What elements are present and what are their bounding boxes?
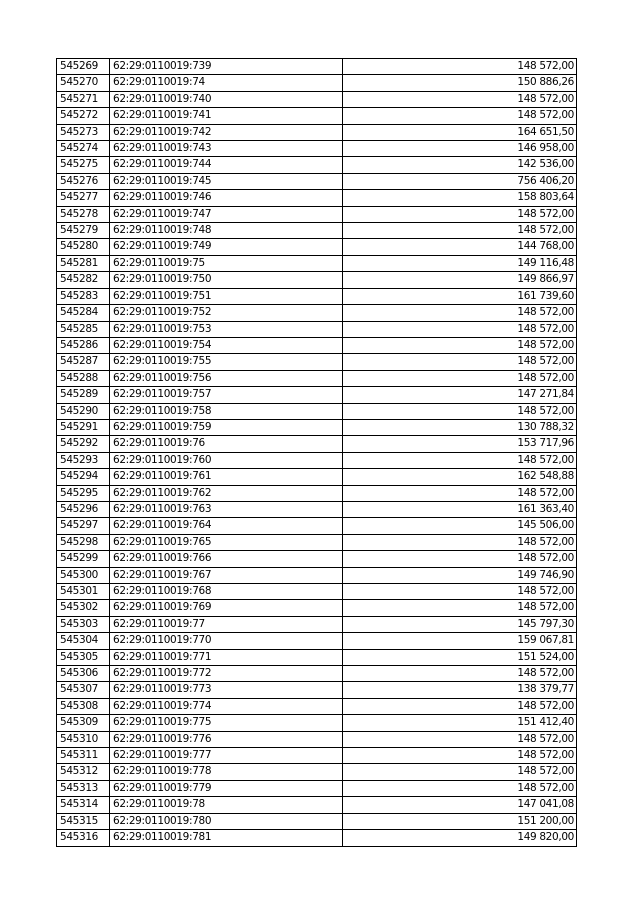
cadastral-number-cell: 62:29:0110019:750 (110, 272, 343, 288)
cadastral-value-cell: 164 651,50 (343, 124, 577, 140)
row-number-cell: 545288 (57, 370, 110, 386)
table-row (57, 534, 577, 550)
cadastral-value-cell: 151 412,40 (343, 715, 577, 731)
cadastral-number-cell: 62:29:0110019:740 (110, 91, 343, 107)
cadastral-value-cell: 138 379,77 (343, 682, 577, 698)
cadastral-value-cell: 149 866,97 (343, 272, 577, 288)
cadastral-number-cell: 62:29:0110019:741 (110, 108, 343, 124)
row-number-cell: 545312 (57, 764, 110, 780)
table-row (57, 206, 577, 222)
cadastral-value-cell: 161 363,40 (343, 501, 577, 517)
table-row (57, 780, 577, 796)
cadastral-value-cell: 148 572,00 (343, 748, 577, 764)
row-number-cell: 545271 (57, 91, 110, 107)
row-number-cell: 545279 (57, 223, 110, 239)
cadastral-number-cell: 62:29:0110019:749 (110, 239, 343, 255)
cadastral-number-cell: 62:29:0110019:751 (110, 288, 343, 304)
table-row (57, 272, 577, 288)
table-row (57, 387, 577, 403)
row-number-cell: 545297 (57, 518, 110, 534)
cadastral-value-cell: 147 041,08 (343, 797, 577, 813)
table-row (57, 567, 577, 583)
table-row (57, 370, 577, 386)
cadastral-number-cell: 62:29:0110019:769 (110, 600, 343, 616)
row-number-cell: 545275 (57, 157, 110, 173)
cadastral-value-cell: 148 572,00 (343, 108, 577, 124)
cadastral-number-cell: 62:29:0110019:747 (110, 206, 343, 222)
row-number-cell: 545298 (57, 534, 110, 550)
table-row (57, 731, 577, 747)
cadastral-value-table (56, 58, 577, 847)
table-row (57, 75, 577, 91)
row-number-cell: 545283 (57, 288, 110, 304)
table-row (57, 469, 577, 485)
cadastral-value-cell: 148 572,00 (343, 485, 577, 501)
cadastral-value-cell: 148 572,00 (343, 584, 577, 600)
cadastral-number-cell: 62:29:0110019:775 (110, 715, 343, 731)
row-number-cell: 545311 (57, 748, 110, 764)
cadastral-number-cell: 62:29:0110019:739 (110, 59, 343, 75)
cadastral-value-cell: 148 572,00 (343, 764, 577, 780)
cadastral-number-cell: 62:29:0110019:744 (110, 157, 343, 173)
row-number-cell: 545309 (57, 715, 110, 731)
cadastral-number-cell: 62:29:0110019:780 (110, 813, 343, 829)
row-number-cell: 545280 (57, 239, 110, 255)
table-row (57, 157, 577, 173)
table-row (57, 830, 577, 846)
cadastral-number-cell: 62:29:0110019:77 (110, 616, 343, 632)
cadastral-number-cell: 62:29:0110019:759 (110, 419, 343, 435)
cadastral-number-cell: 62:29:0110019:742 (110, 124, 343, 140)
row-number-cell: 545301 (57, 584, 110, 600)
cadastral-value-cell: 148 572,00 (343, 534, 577, 550)
cadastral-value-cell: 148 572,00 (343, 698, 577, 714)
cadastral-value-cell: 148 572,00 (343, 551, 577, 567)
cadastral-value-cell: 149 116,48 (343, 255, 577, 271)
cadastral-number-cell: 62:29:0110019:758 (110, 403, 343, 419)
cadastral-value-cell: 149 746,90 (343, 567, 577, 583)
cadastral-value-cell: 148 572,00 (343, 223, 577, 239)
row-number-cell: 545293 (57, 452, 110, 468)
cadastral-value-cell: 149 820,00 (343, 830, 577, 846)
table-row (57, 551, 577, 567)
cadastral-number-cell: 62:29:0110019:74 (110, 75, 343, 91)
row-number-cell: 545286 (57, 337, 110, 353)
cadastral-value-cell: 148 572,00 (343, 321, 577, 337)
cadastral-value-cell: 151 200,00 (343, 813, 577, 829)
table-row (57, 288, 577, 304)
cadastral-value-cell: 148 572,00 (343, 403, 577, 419)
row-number-cell: 545296 (57, 501, 110, 517)
cadastral-number-cell: 62:29:0110019:765 (110, 534, 343, 550)
cadastral-value-cell: 145 797,30 (343, 616, 577, 632)
table-row (57, 682, 577, 698)
table-row (57, 436, 577, 452)
table-row (57, 91, 577, 107)
cadastral-number-cell: 62:29:0110019:757 (110, 387, 343, 403)
cadastral-number-cell: 62:29:0110019:754 (110, 337, 343, 353)
row-number-cell: 545277 (57, 190, 110, 206)
cadastral-value-cell: 756 406,20 (343, 173, 577, 189)
row-number-cell: 545294 (57, 469, 110, 485)
table-row (57, 748, 577, 764)
cadastral-value-cell: 153 717,96 (343, 436, 577, 452)
cadastral-number-cell: 62:29:0110019:772 (110, 666, 343, 682)
cadastral-number-cell: 62:29:0110019:776 (110, 731, 343, 747)
cadastral-number-cell: 62:29:0110019:763 (110, 501, 343, 517)
cadastral-number-cell: 62:29:0110019:766 (110, 551, 343, 567)
cadastral-value-cell: 148 572,00 (343, 452, 577, 468)
table-row (57, 173, 577, 189)
row-number-cell: 545270 (57, 75, 110, 91)
cadastral-value-cell: 150 886,26 (343, 75, 577, 91)
table-row (57, 124, 577, 140)
table-row (57, 698, 577, 714)
cadastral-number-cell: 62:29:0110019:752 (110, 305, 343, 321)
cadastral-number-cell: 62:29:0110019:745 (110, 173, 343, 189)
table-row (57, 797, 577, 813)
table-row (57, 337, 577, 353)
cadastral-value-cell: 148 572,00 (343, 59, 577, 75)
table-row (57, 452, 577, 468)
row-number-cell: 545302 (57, 600, 110, 616)
table-row (57, 649, 577, 665)
table-row (57, 403, 577, 419)
table-row (57, 419, 577, 435)
cadastral-number-cell: 62:29:0110019:781 (110, 830, 343, 846)
row-number-cell: 545291 (57, 419, 110, 435)
table-row (57, 321, 577, 337)
row-number-cell: 545287 (57, 354, 110, 370)
cadastral-value-cell: 148 572,00 (343, 305, 577, 321)
row-number-cell: 545284 (57, 305, 110, 321)
cadastral-number-cell: 62:29:0110019:760 (110, 452, 343, 468)
table-row (57, 715, 577, 731)
cadastral-number-cell: 62:29:0110019:746 (110, 190, 343, 206)
row-number-cell: 545305 (57, 649, 110, 665)
cadastral-value-cell: 161 739,60 (343, 288, 577, 304)
cadastral-number-cell: 62:29:0110019:761 (110, 469, 343, 485)
cadastral-value-cell: 148 572,00 (343, 370, 577, 386)
cadastral-value-cell: 145 506,00 (343, 518, 577, 534)
cadastral-number-cell: 62:29:0110019:779 (110, 780, 343, 796)
cadastral-value-cell: 151 524,00 (343, 649, 577, 665)
table-row (57, 600, 577, 616)
cadastral-number-cell: 62:29:0110019:748 (110, 223, 343, 239)
row-number-cell: 545295 (57, 485, 110, 501)
cadastral-number-cell: 62:29:0110019:78 (110, 797, 343, 813)
cadastral-value-cell: 148 572,00 (343, 91, 577, 107)
cadastral-value-cell: 146 958,00 (343, 141, 577, 157)
cadastral-number-cell: 62:29:0110019:774 (110, 698, 343, 714)
cadastral-value-cell: 130 788,32 (343, 419, 577, 435)
table-row (57, 305, 577, 321)
row-number-cell: 545292 (57, 436, 110, 452)
row-number-cell: 545314 (57, 797, 110, 813)
row-number-cell: 545274 (57, 141, 110, 157)
cadastral-value-cell: 148 572,00 (343, 780, 577, 796)
cadastral-number-cell: 62:29:0110019:743 (110, 141, 343, 157)
cadastral-value-cell: 162 548,88 (343, 469, 577, 485)
row-number-cell: 545306 (57, 666, 110, 682)
row-number-cell: 545299 (57, 551, 110, 567)
row-number-cell: 545272 (57, 108, 110, 124)
table-row (57, 813, 577, 829)
cadastral-value-cell: 148 572,00 (343, 206, 577, 222)
cadastral-value-cell: 148 572,00 (343, 600, 577, 616)
row-number-cell: 545290 (57, 403, 110, 419)
cadastral-value-cell: 148 572,00 (343, 666, 577, 682)
cadastral-value-cell: 148 572,00 (343, 731, 577, 747)
table-row (57, 764, 577, 780)
cadastral-number-cell: 62:29:0110019:773 (110, 682, 343, 698)
table-row (57, 584, 577, 600)
row-number-cell: 545307 (57, 682, 110, 698)
table-row (57, 616, 577, 632)
cadastral-value-cell: 148 572,00 (343, 354, 577, 370)
cadastral-number-cell: 62:29:0110019:762 (110, 485, 343, 501)
row-number-cell: 545273 (57, 124, 110, 140)
cadastral-number-cell: 62:29:0110019:777 (110, 748, 343, 764)
row-number-cell: 545281 (57, 255, 110, 271)
cadastral-value-cell: 148 572,00 (343, 337, 577, 353)
table-row (57, 59, 577, 75)
row-number-cell: 545269 (57, 59, 110, 75)
row-number-cell: 545289 (57, 387, 110, 403)
cadastral-number-cell: 62:29:0110019:756 (110, 370, 343, 386)
row-number-cell: 545310 (57, 731, 110, 747)
cadastral-value-cell: 144 768,00 (343, 239, 577, 255)
cadastral-value-cell: 142 536,00 (343, 157, 577, 173)
table-row (57, 354, 577, 370)
row-number-cell: 545278 (57, 206, 110, 222)
cadastral-number-cell: 62:29:0110019:770 (110, 633, 343, 649)
table-row (57, 190, 577, 206)
row-number-cell: 545303 (57, 616, 110, 632)
cadastral-number-cell: 62:29:0110019:767 (110, 567, 343, 583)
cadastral-number-cell: 62:29:0110019:764 (110, 518, 343, 534)
row-number-cell: 545276 (57, 173, 110, 189)
table-body (57, 59, 577, 847)
table-row (57, 141, 577, 157)
row-number-cell: 545285 (57, 321, 110, 337)
row-number-cell: 545300 (57, 567, 110, 583)
cadastral-number-cell: 62:29:0110019:76 (110, 436, 343, 452)
table-row (57, 666, 577, 682)
row-number-cell: 545315 (57, 813, 110, 829)
cadastral-value-cell: 147 271,84 (343, 387, 577, 403)
row-number-cell: 545308 (57, 698, 110, 714)
cadastral-number-cell: 62:29:0110019:778 (110, 764, 343, 780)
cadastral-value-cell: 158 803,64 (343, 190, 577, 206)
cadastral-number-cell: 62:29:0110019:771 (110, 649, 343, 665)
cadastral-number-cell: 62:29:0110019:755 (110, 354, 343, 370)
table-row (57, 223, 577, 239)
row-number-cell: 545282 (57, 272, 110, 288)
table-row (57, 108, 577, 124)
row-number-cell: 545316 (57, 830, 110, 846)
table-row (57, 501, 577, 517)
row-number-cell: 545313 (57, 780, 110, 796)
row-number-cell: 545304 (57, 633, 110, 649)
table-row (57, 485, 577, 501)
table-row (57, 255, 577, 271)
table-row (57, 239, 577, 255)
table-row (57, 518, 577, 534)
cadastral-number-cell: 62:29:0110019:753 (110, 321, 343, 337)
cadastral-number-cell: 62:29:0110019:768 (110, 584, 343, 600)
cadastral-number-cell: 62:29:0110019:75 (110, 255, 343, 271)
cadastral-value-cell: 159 067,81 (343, 633, 577, 649)
table-row (57, 633, 577, 649)
